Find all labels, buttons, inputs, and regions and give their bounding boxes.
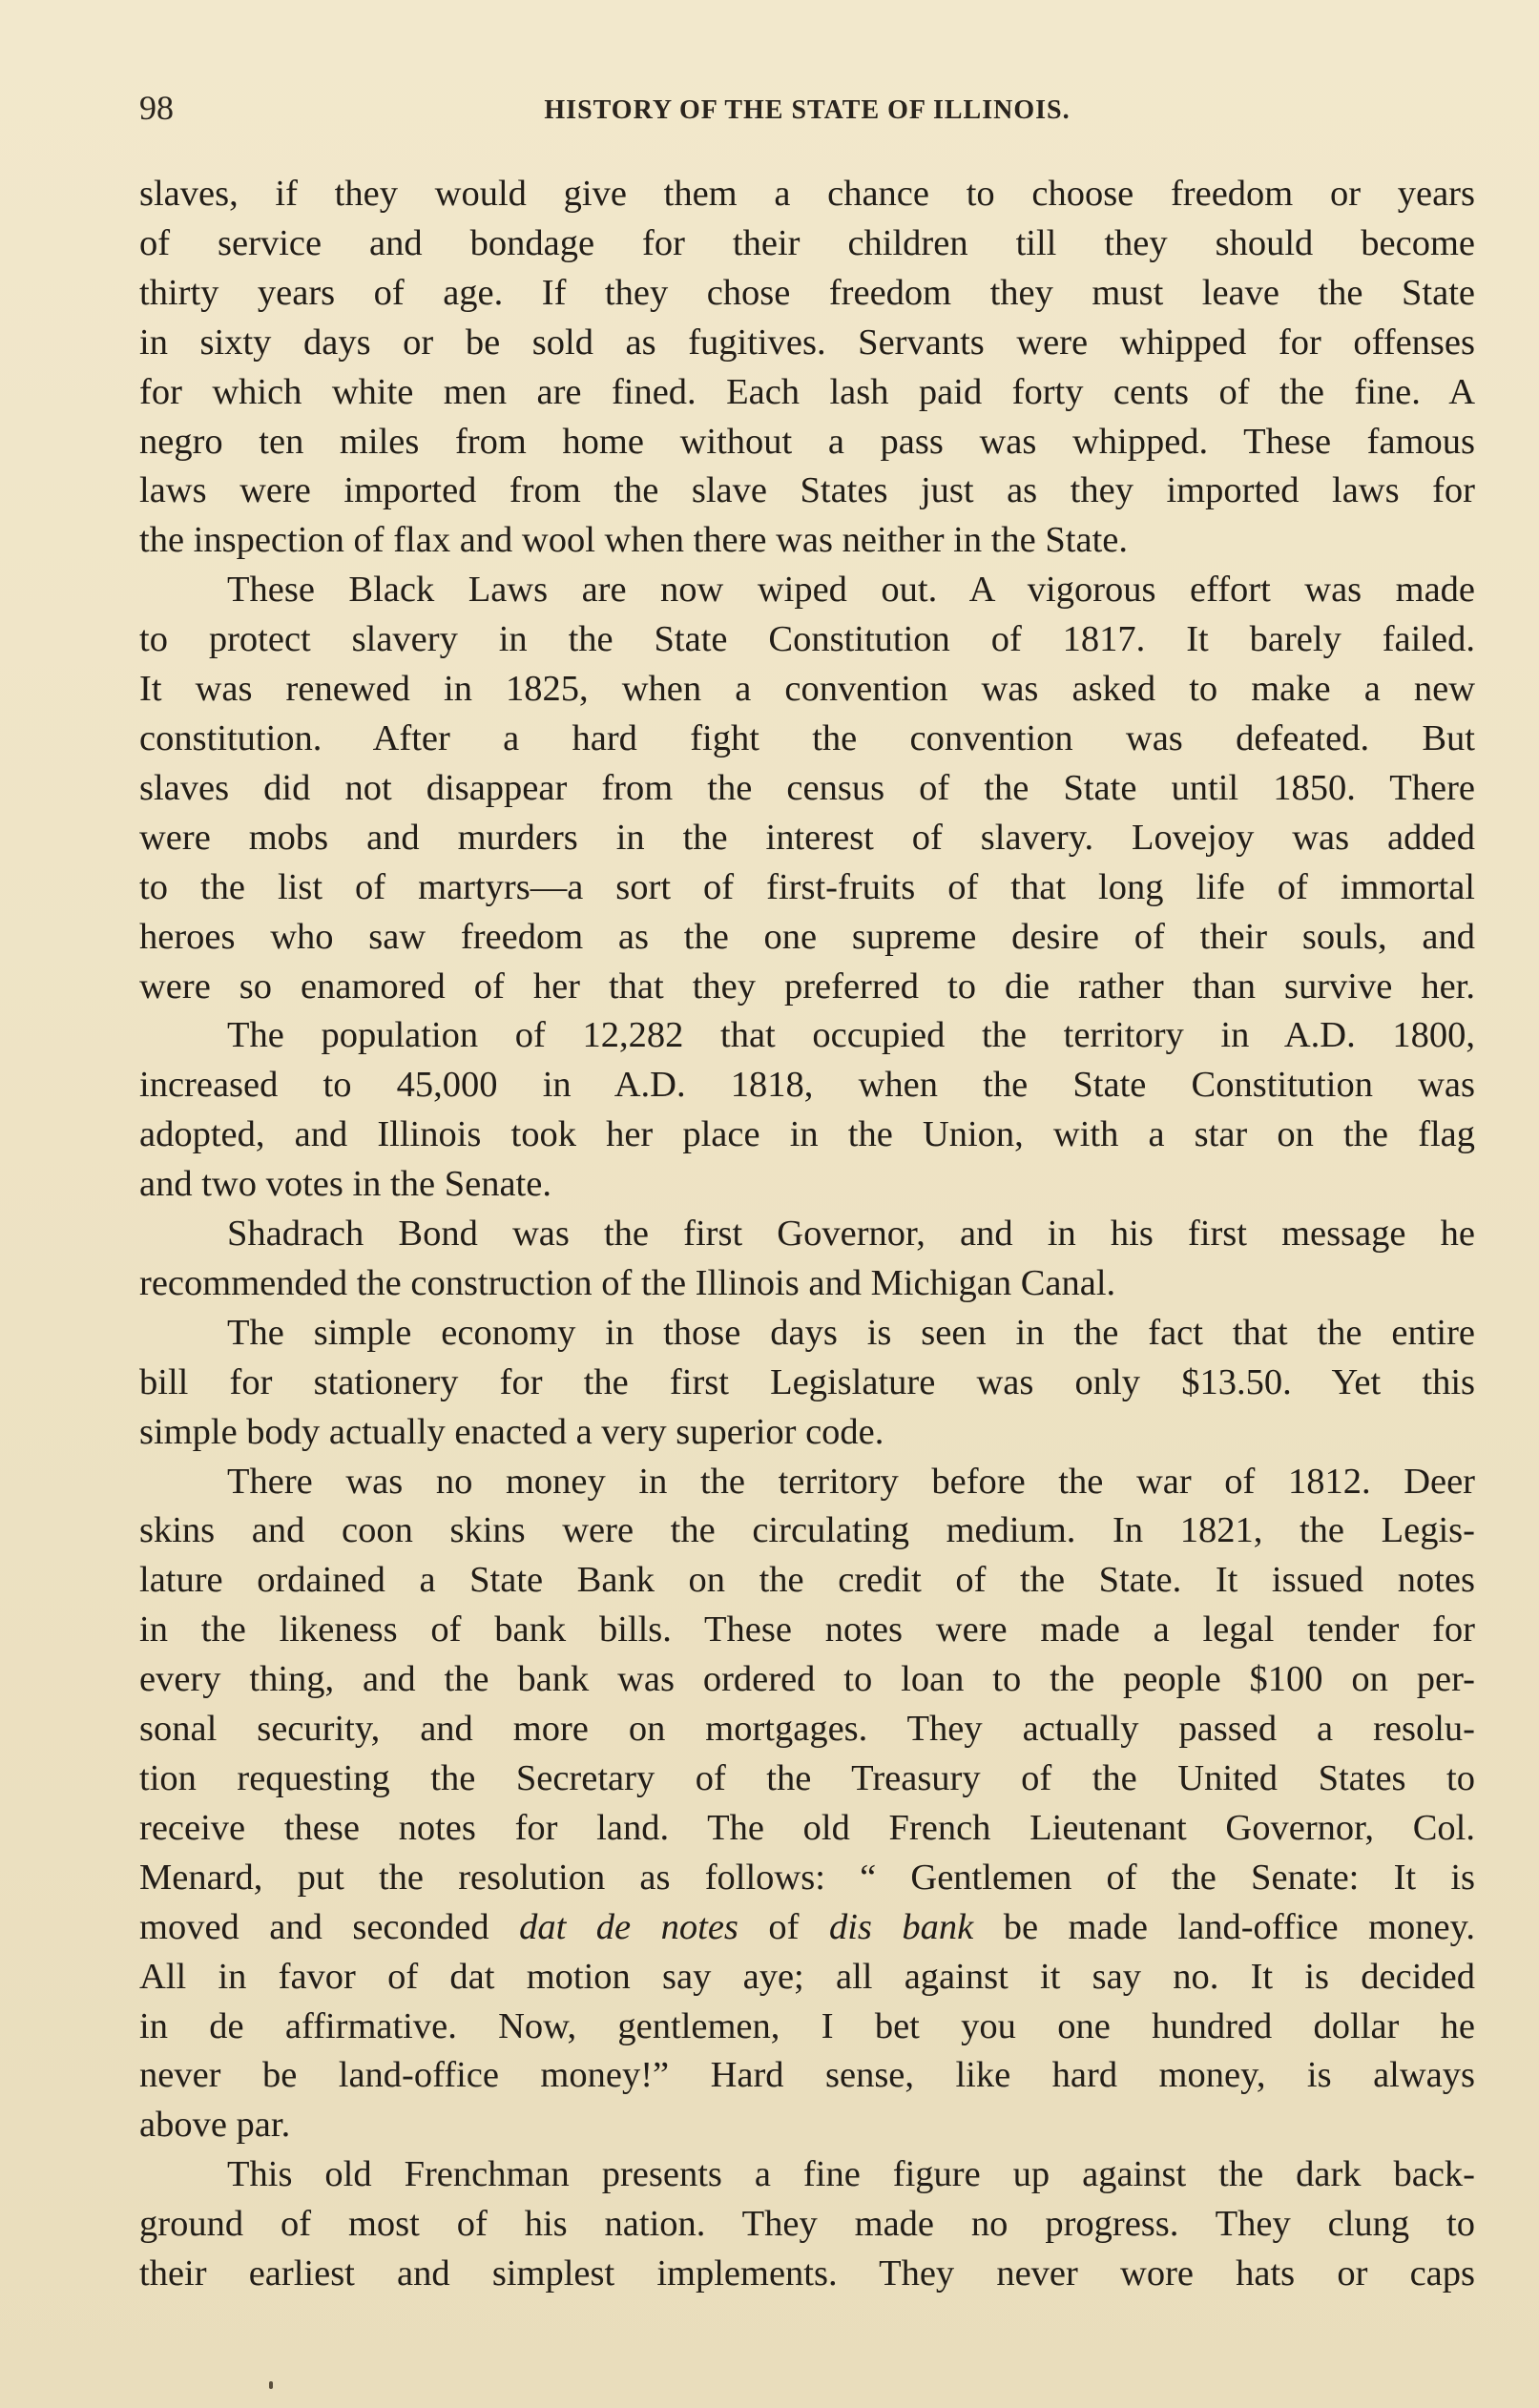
paragraph-line: These Black Laws are now wiped out. A vigorous effort was made xyxy=(227,570,1475,611)
text-span: moved and seconded xyxy=(139,1906,520,1947)
running-head: HISTORY OF THE STATE OF ILLINOIS. xyxy=(544,95,1071,125)
paragraph-line: slaves did not disappear from the census of the State until 1850. There xyxy=(139,767,1475,808)
paragraph-line: It was renewed in 1825, when a convention was asked to make a new xyxy=(139,669,1475,710)
text-span: of xyxy=(738,1906,829,1947)
paragraph-line: the inspection of flax and wool when there was neither in the State. xyxy=(139,520,1128,561)
paragraph-line: of service and bondage for their children till they should become xyxy=(139,222,1475,263)
paragraph-line: receive these notes for land. The old French Lieutenant Governor, Col. xyxy=(139,1807,1475,1848)
paragraph-line: to protect slavery in the State Constitution of 1817. It barely failed. xyxy=(139,619,1475,660)
paragraph-line: increased to 45,000 in A.D. 1818, when the State Constitution was xyxy=(139,1065,1475,1106)
paragraph-line-italic xyxy=(139,1903,1475,1953)
paragraph-line: their earliest and simplest implements. They never wore hats or caps xyxy=(139,2253,1475,2294)
page-number: 98 xyxy=(139,89,174,127)
paragraph-line: negro ten miles from home without a pass was whipped. These famous xyxy=(139,421,1475,462)
paragraph-line: ground of most of his nation. They made no progress. They clung to xyxy=(139,2204,1475,2245)
ink-speck xyxy=(269,2381,273,2389)
paragraph-line: in de affirmative. Now, gentlemen, I bet you one hundred dollar he xyxy=(139,2005,1475,2046)
paragraph-line: slaves, if they would give them a chance to choose freedom or years xyxy=(139,174,1475,214)
paragraph-line: tion requesting the Secretary of the Treasury of the United States to xyxy=(139,1758,1475,1798)
body-text xyxy=(139,170,1475,2299)
paragraph-line: laws were imported from the slave States just as they imported laws for xyxy=(139,470,1475,511)
paragraph-line: to the list of martyrs—a sort of first-fruits of that long life of immortal xyxy=(139,866,1475,907)
paragraph-line: sonal security, and more on mortgages. They actually passed a resolu- xyxy=(139,1709,1475,1750)
paragraph-line: never be land-office money!” Hard sense, like hard money, is always xyxy=(139,2055,1475,2096)
paragraph-line: All in favor of dat motion say aye; all against it say no. It is decided xyxy=(139,1956,1475,1997)
italic-text: dat de notes xyxy=(519,1906,738,1947)
paragraph-line: were mobs and murders in the interest of slavery. Lovejoy was added xyxy=(139,817,1475,858)
paragraph-line: Shadrach Bond was the first Governor, and in his first message he xyxy=(227,1214,1475,1255)
paragraph-line: constitution. After a hard fight the convention was defeated. But xyxy=(139,717,1475,758)
paragraph-line: skins and coon skins were the circulating medium. In 1821, the Legis- xyxy=(139,1510,1475,1551)
paragraph-line: lature ordained a State Bank on the credit of the State. It issued notes xyxy=(139,1560,1475,1601)
paragraph-line: bill for stationery for the first Legislature was only $13.50. Yet this xyxy=(139,1361,1475,1402)
paragraph-line: adopted, and Illinois took her place in the Union, with a star on the flag xyxy=(139,1114,1475,1155)
paragraph-line: thirty years of age. If they chose freedom they must leave the State xyxy=(139,272,1475,313)
text-span: be made land-office money. xyxy=(973,1906,1475,1947)
paragraph-line: simple body actually enacted a very superior code. xyxy=(139,1411,884,1452)
paragraph-line: every thing, and the bank was ordered to loan to the people $100 on per- xyxy=(139,1659,1475,1700)
paragraph-line: were so enamored of her that they preferred to die rather than survive her. xyxy=(139,965,1475,1007)
paragraph-line: heroes who saw freedom as the one supreme desire of their souls, and xyxy=(139,916,1475,957)
paragraph-line: for which white men are fined. Each lash paid forty cents of the fine. A xyxy=(139,371,1475,412)
paragraph-line: This old Frenchman presents a fine figure up against the dark back- xyxy=(227,2154,1475,2195)
paragraph-line: above par. xyxy=(139,2105,291,2146)
paragraph-line: in the likeness of bank bills. These notes were made a legal tender for xyxy=(139,1609,1475,1650)
paragraph-line: in sixty days or be sold as fugitives. Servants were whipped for offenses xyxy=(139,322,1475,363)
paragraph-line: There was no money in the territory before the war of 1812. Deer xyxy=(227,1461,1475,1502)
paragraph-line: The simple economy in those days is seen in the fact that the entire xyxy=(227,1312,1475,1353)
paragraph-line: and two votes in the Senate. xyxy=(139,1164,551,1205)
paragraph-line: The population of 12,282 that occupied the territory in A.D. 1800, xyxy=(227,1015,1475,1056)
paragraph-line: recommended the construction of the Illinois and Michigan Canal. xyxy=(139,1262,1116,1303)
paragraph-line: Menard, put the resolution as follows: “ Gentlemen of the Senate: It is xyxy=(139,1857,1475,1898)
italic-text: dis bank xyxy=(828,1906,974,1947)
page-header xyxy=(139,88,1475,135)
